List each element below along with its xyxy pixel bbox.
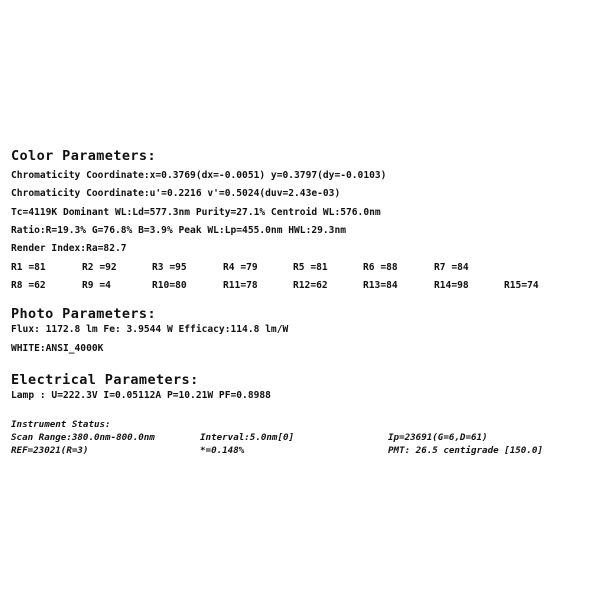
photo-parameters-heading: Photo Parameters: [11, 306, 156, 322]
r11-value: R11=78 [223, 280, 258, 291]
render-index-line: Render Index:Ra=82.7 [11, 243, 127, 254]
r15-value: R15=74 [504, 280, 539, 291]
r5-value: R5 =81 [293, 262, 328, 273]
r12-value: R12=62 [293, 280, 328, 291]
r1-value: R1 =81 [11, 262, 46, 273]
interval-text: Interval:5.0nm[0] [200, 432, 295, 443]
r7-value: R7 =84 [434, 262, 469, 273]
color-parameters-heading: Color Parameters: [11, 148, 156, 164]
ratio-line: Ratio:R=19.3% G=76.8% B=3.9% Peak WL:Lp=455.0nm HWL:29.3nm [11, 225, 347, 236]
chromaticity-uv-line: Chromaticity Coordinate:u'=0.2216 v'=0.5024(duv=2.43e-03) [11, 188, 341, 199]
r8-value: R8 =62 [11, 280, 46, 291]
r4-value: R4 =79 [223, 262, 258, 273]
color-temperature-line: Tc=4119K Dominant WL:Ld=577.3nm Purity=27.1% Centroid WL:576.0nm [11, 207, 381, 218]
ref-text: REF=23021(R=3) [11, 445, 89, 456]
r2-value: R2 =92 [82, 262, 117, 273]
r6-value: R6 =88 [363, 262, 398, 273]
r14-value: R14=98 [434, 280, 469, 291]
percent-text: *=0.148% [200, 445, 245, 456]
electrical-parameters-heading: Electrical Parameters: [11, 372, 199, 388]
chromaticity-xy-line: Chromaticity Coordinate:x=0.3769(dx=-0.0051) y=0.3797(dy=-0.0103) [11, 170, 387, 181]
lamp-line: Lamp : U=222.3V I=0.05112A P=10.21W PF=0.8988 [11, 390, 271, 401]
r13-value: R13=84 [363, 280, 398, 291]
pmt-text: PMT: 26.5 centigrade [150.0] [388, 445, 543, 456]
ip-text: Ip=23691(G=6,D=61) [388, 432, 488, 443]
white-line: WHITE:ANSI_4000K [11, 343, 104, 354]
scan-range-text: Scan Range:380.0nm-800.0nm [11, 432, 155, 443]
r9-value: R9 =4 [82, 280, 111, 291]
r10-value: R10=80 [152, 280, 187, 291]
r3-value: R3 =95 [152, 262, 187, 273]
flux-line: Flux: 1172.8 lm Fe: 3.9544 W Efficacy:114.8 lm/W [11, 324, 289, 335]
instrument-status-heading: Instrument Status: [11, 419, 111, 430]
